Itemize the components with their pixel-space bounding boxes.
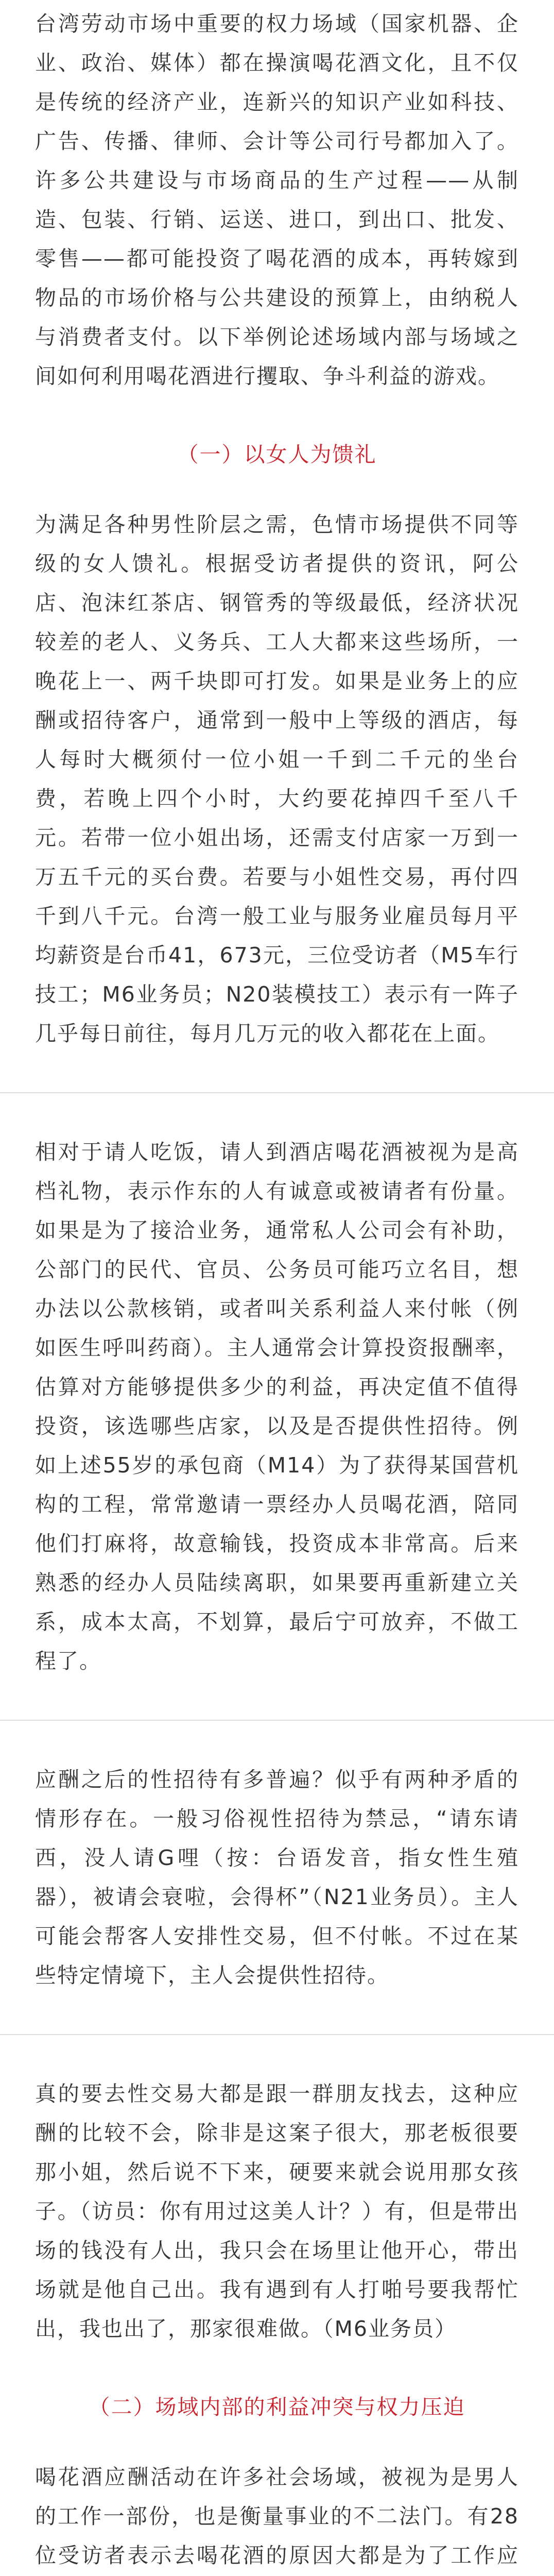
paragraph-high-end-gift: 相对于请人吃饭，请人到酒店喝花酒被视为是高档礼物，表示作东的人有诚意或被请者有份量。如果是为了接洽业务，通常私人公司会有补助，公部门的民代、官员、公务员可能巧立名目，想办法以公款核销，或者叫关系利益人来付帐（例如医生呼叫药商）。主人通常会计算投资报酬率，估算对方能够提供多少的利益，再决定值不值得投资，该选哪些店家，以及是否提供性招待。例如上述55岁的承包商（M14）为了获得某国营机构的工程，常常邀请一票经办人员喝花酒，陪同他们打麻将，故意输钱，投资成本非常高。后来熟悉的经办人员陆续离职，如果要再重新建立关系，成本太高，不划算，最后宁可放弃，不做工程了。	[35, 1140, 519, 1673]
paragraph-intro: 台湾劳动市场中重要的权力场域（国家机器、企业、政治、媒体）都在操演喝花酒文化，且不仅是传统的经济产业，连新兴的知识产业如科技、广告、传播、律师、会计等公司行号都加入了。许多公共建设与市场商品的生产过程——从制造、包装、行销、运送、进口，到出口、批发、零售——都可能投资了喝花酒的成本，再转嫁到物品的市场价格与公共建设的预算上，由纳税人与消费者支付。以下举例论述场域内部与场域之间如何利用喝花酒进行攫取、争斗利益的游戏。	[35, 11, 519, 388]
paragraph-price-tiers: 为满足各种男性阶层之需，色情市场提供不同等级的女人馈礼。根据受访者提供的资讯，阿公店、泡沫红茶店、钢管秀的等级最低，经济状况较差的老人、义务兵、工人大都来这些场所，一晚花上一、两千块即可打发。如果是业务上的应酬或招待客户，通常到一般中上等级的酒店，每人每时大概须付一位小姐一千到二千元的坐台费，若晚上四个小时，大约要花掉四千至八千元。若带一位小姐出场，还需支付店家一万到一万五千元的买台费。若要与小姐性交易，再付四千到八千元。台湾一般工业与服务业雇员每月平均薪资是台币41，673元，三位受访者（M5车行技工；M6业务员；N20装模技工）表示有一阵子几乎每日前往，每月几万元的收入都花在上面。	[35, 512, 519, 1046]
divider	[0, 1092, 554, 1093]
section-heading-conflict-and-power: （二）场域内部的利益冲突与权力压迫	[89, 2395, 465, 2419]
paragraph-sexual-entertainment: 应酬之后的性招待有多普遍？似乎有两种矛盾的情形存在。一般习俗视性招待为禁忌，“请东请西，没人请G哩（按：台语发音，指女性生殖器），被请会衰啦，会得杯”（N21业务员）。主人可能会帮客人安排性交易，但不付帐。不过在某些特定情境下，主人会提供性招待。	[35, 1767, 519, 1988]
divider	[0, 1720, 554, 1721]
paragraph-work-socialization: 喝花酒应酬活动在许多社会场域，被视为是男人的工作一部份，也是衡量事业的不二法门。有28位受访者表示去喝花酒的原因大都是为了工作应	[35, 2465, 519, 2568]
divider	[0, 2034, 554, 2035]
paragraph-interview-excerpt: 真的要去性交易大都是跟一群朋友找去，这种应酬的比较不会，除非是这案子很大，那老板很要那小姐，然后说不下来，硬要来就会说用那女孩子。（访员：你有用过这美人计？）有，但是带出场的钱没有人出，我只会在场里让他开心，带出场就是他自己出。我有遇到有人打啪号要我帮忙出，我也出了，那家很难做。（M6业务员）	[35, 2081, 519, 2341]
section-heading-women-as-gifts: （一）以女人为馈礼	[177, 442, 377, 467]
